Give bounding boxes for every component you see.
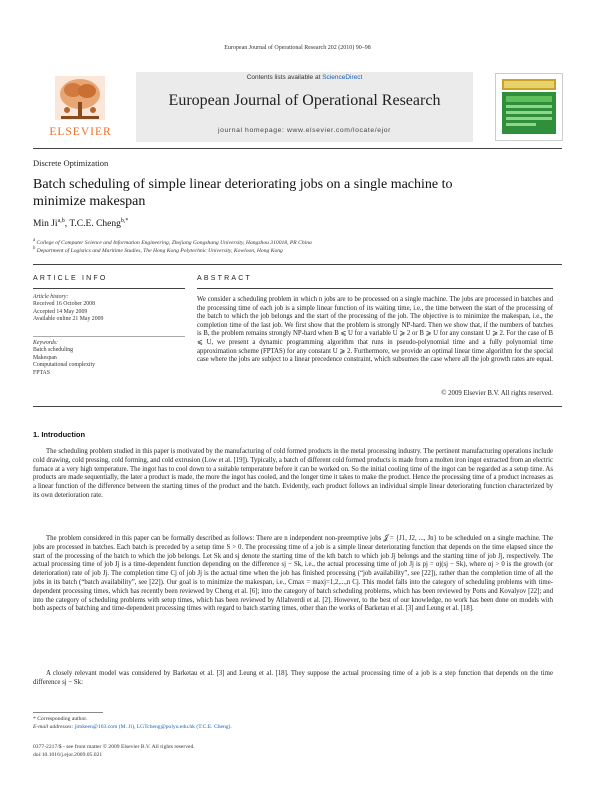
paragraph: A closely relevant model was considered by Barketau et al. [3] and Leung et al. [18]. They suppose the actual processing time of a job is a step function that depends on the time difference sj − Sk: [33, 670, 553, 686]
online-date: Available online 21 May 2009 [33, 316, 104, 323]
keyword: FPTAS [33, 369, 50, 376]
author-separator: , [64, 219, 70, 230]
running-head: European Journal of Operational Research 202 (2010) 90–98 [224, 45, 371, 51]
keyword: Computational complexity [33, 362, 95, 369]
keyword: Makespan [33, 354, 57, 361]
section-label: Discrete Optimization [33, 158, 109, 168]
affiliation-text: College of Computer Science and Information Engineering, Zhejiang Gongshang University, Hangzhou 310018, PR China [36, 239, 312, 246]
journal-homepage[interactable]: journal homepage: www.elsevier.com/locate/ejor [217, 127, 392, 134]
abstract-heading: ABSTRACT [197, 275, 252, 282]
journal-title: European Journal of Operational Research [168, 92, 441, 109]
journal-cover-icon [496, 74, 562, 140]
contents-prefix: Contents lists available at [246, 74, 323, 81]
author-affiliation-marks: b,* [120, 218, 129, 224]
keywords [33, 340, 95, 377]
copyright-line: © 2009 Elsevier B.V. All rights reserved. [441, 390, 553, 397]
elsevier-tree-icon [55, 76, 105, 120]
email-label: E-mail addresses: [33, 724, 74, 730]
journal-header-panel [136, 72, 473, 142]
affiliation [33, 238, 312, 246]
affiliation-mark: a [33, 238, 36, 243]
keywords-label: Keywords: [33, 340, 58, 346]
issn-line: 0377-2217/$ - see front matter © 2009 Elsevier B.V. All rights reserved. [33, 744, 195, 750]
received-date: Received 16 October 2008 [33, 301, 95, 308]
history-label: Article history: [33, 294, 69, 300]
paragraph: The problem considered in this paper can be formally described as follows: There are n independent non-preemptive jobs 𝒥 = {J1, J2, ..., Jn} to be scheduled on a single machine. The jobs are processed in batches. Each batch is preceded by a setup time S > 0. The processing time of a job is a simple linear deteriorating function that depends on the time elapsed since the start of the processing of the batch to which the job belongs. Let Sk and sj denote the starting time of the kth batch to which job Jj belongs and the starting time of job Jj, respectively. The actual processing time of job Jj is a time-dependent function depending on the difference sj − Sk, i.e., the actual processing time of job Jj is pj = αj(sj − Sk), where αj > 0 is the growth (or deterioration) rate of job Jj. The completion time Cj of job Jj is the actual time when the job has finished processing (“job availability”, see [22]), rather than the completion time of all the jobs in its batch (“batch availability”, see [22]). Our goal is to minimize the makespan, i.e., Cmax = maxj=1,2,...,n Cj. This model falls into the category of scheduling problems with time-dependent processing times, which has recently been reviewed by Cheng et al. [6]; into the category of batch scheduling problems, which has been reviewed by Potts and Kovalyov [22]; and into the category of scheduling problems with setup times, which has been reviewed by Allahverdi et al. [2]. However, to the best of our knowledge, no work has been done on models with both aspects of batching and time-dependent processing times with regard to batch starting times, other than the works of Barketau et al. [3] and Leung et al. [18]. [33, 535, 553, 613]
accepted-date: Accepted 14 May 2009 [33, 308, 88, 315]
section-heading-introduction: 1. Introduction [33, 430, 86, 439]
info-rule [33, 264, 562, 265]
footnote-corresponding: * Corresponding author. [33, 716, 88, 722]
article-info-rule [33, 288, 185, 289]
affiliation [33, 246, 283, 254]
keyword: Batch scheduling [33, 347, 74, 354]
elsevier-wordmark: ELSEVIER [49, 126, 112, 138]
elsevier-logo[interactable] [33, 72, 128, 142]
paragraph: The scheduling problem studied in this paper is motivated by the manufacturing of cold formed products in the metal processing industry. The pertinent manufacturing operations include cold drawing, cold pressing, cold forming, and cold extrusion (Low et al. [19]). Typically, a batch of different cold formed products is made from a molten iron ingot extracted from an electric furnace at a very high temperature. The ingot has to cool down to a suitable temperature before it can be worked on. So the initial cooling time of the ingot can be regarded as a setup time. As products are made sequentially, the later a product is made, the more the ingot has cooled, and the longer time it takes to make the product. Hence the processing time of a product increases as a linear function of the difference between the starting times of the product and the batch. Evidently, each product follows an individual simple linear deteriorating function characterized by its own deterioration rate. [33, 448, 553, 499]
article-title: Batch scheduling of simple linear deteriorating jobs on a single machine to minimize makespan [33, 177, 453, 209]
header-rule [33, 148, 562, 149]
contents-line [136, 74, 473, 81]
sciencedirect-link[interactable]: ScienceDirect [322, 74, 363, 81]
keywords-rule [33, 336, 185, 337]
article-info-heading: ARTICLE INFO [33, 275, 108, 282]
author-affiliation-marks: a,b [57, 218, 65, 224]
article-history [33, 294, 103, 324]
affiliation-mark: b [33, 246, 36, 251]
author-list [33, 218, 128, 229]
affiliation-text: Department of Logistics and Maritime Studies, The Hong Kong Polytechnic University, Kowloon, Hong Kong [36, 247, 283, 254]
email-addresses[interactable]: jimkeen@163.com (M. Ji), LGTcheng@polyu.edu.hk (T.C.E. Cheng). [73, 724, 232, 730]
footnote-emails [33, 724, 232, 730]
author-name[interactable]: T.C.E. Cheng [69, 219, 121, 230]
journal-banner [33, 72, 562, 142]
author-name[interactable]: Min Ji [33, 219, 58, 230]
journal-cover-thumbnail[interactable] [495, 73, 563, 141]
abstract-text: We consider a scheduling problem in which n jobs are to be processed on a single machine. The jobs are processed in batches and the processing time of each job is a simple linear function of its waiting time, i.e., the time between the start of the processing of the batch to which the job belongs and the start of the processing of the job. The objective is to minimize the makespan, i.e., the completion time of the last job. We first show that the problem is strongly NP-hard. Then we show that, if the numbers of batches is B, the problem remains strongly NP-hard when B ⩽ U for a variable U ⩾ 2 or B ⩾ U for any constant U ⩾ 2. For the case of B ⩽ U, we present a dynamic programming algorithm that runs in pseudo-polynomial time and a fully polynomial time approximation scheme (FPTAS) for any constant U ⩾ 2. Furthermore, we provide an optimal linear time algorithm for the special case where the jobs are subject to a linear precedence constraint, which subsumes the case where all the job growth rates are equal. [197, 296, 553, 364]
body-rule [33, 406, 562, 407]
doi-line[interactable]: doi:10.1016/j.ejor.2009.05.021 [33, 752, 103, 758]
footnote-rule [33, 712, 103, 713]
abstract-rule [197, 288, 553, 289]
